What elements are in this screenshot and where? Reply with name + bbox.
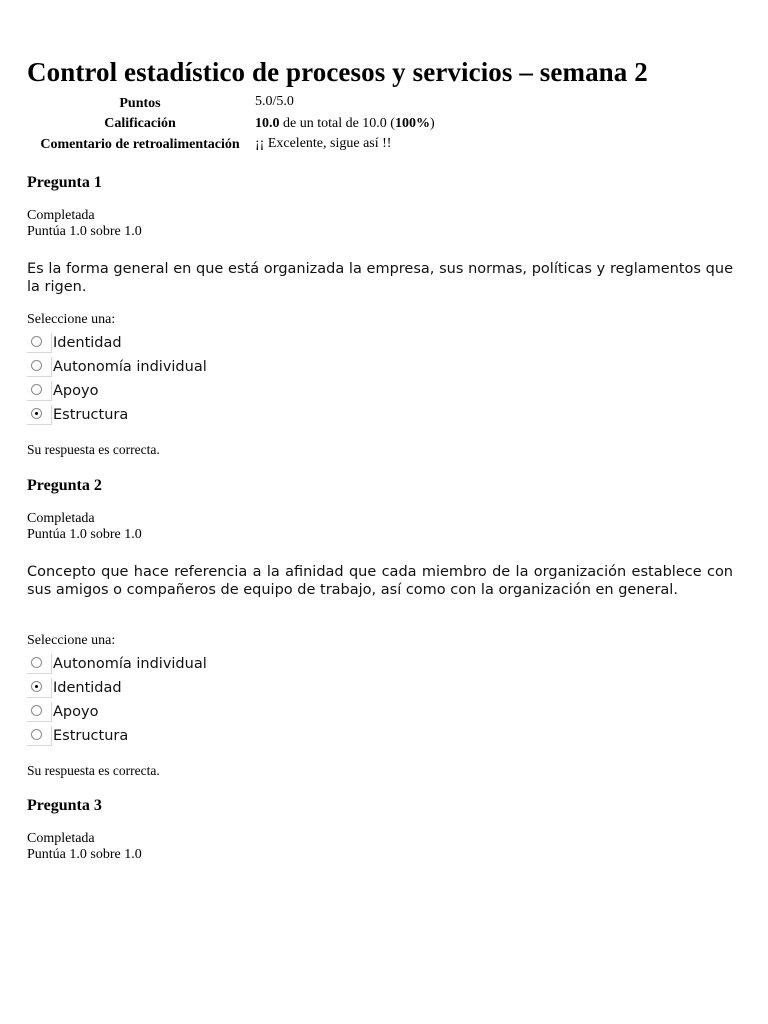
calificacion-label: Calificación bbox=[104, 116, 176, 131]
answer-label[interactable]: Estructura bbox=[53, 407, 129, 423]
page-title: Control estadístico de procesos y servicios – semana 2 bbox=[27, 57, 648, 87]
answer-option[interactable] bbox=[27, 336, 427, 360]
answer-label[interactable]: Identidad bbox=[53, 335, 122, 351]
answer-label[interactable]: Apoyo bbox=[53, 704, 99, 720]
calificacion-mid: de un total de 10.0 ( bbox=[279, 116, 395, 131]
answer-label[interactable]: Estructura bbox=[53, 728, 129, 744]
puntos-value: 5.0/5.0 bbox=[255, 94, 294, 109]
question-grade: Puntúa 1.0 sobre 1.0 bbox=[27, 224, 142, 239]
question-grade: Puntúa 1.0 sobre 1.0 bbox=[27, 847, 142, 862]
calificacion-end: ) bbox=[429, 116, 435, 131]
question-text: Concepto que hace referencia a la afinidad que cada miembro de la organización establece con sus amigos o compañeros de equipo de trabajo, así como con la organización en general. bbox=[27, 564, 733, 598]
question-title: Pregunta 1 bbox=[27, 174, 102, 191]
calificacion-value bbox=[255, 116, 435, 132]
radio-button[interactable] bbox=[27, 333, 52, 353]
answer-option[interactable] bbox=[27, 408, 427, 432]
answer-option[interactable] bbox=[27, 360, 427, 384]
question-state: Completada bbox=[27, 511, 95, 526]
answer-option[interactable] bbox=[27, 681, 427, 705]
radio-button[interactable] bbox=[27, 702, 52, 722]
question-text: Es la forma general en que está organizada la empresa, sus normas, políticas y reglamentos que la rigen. bbox=[27, 261, 733, 295]
answer-label[interactable]: Autonomía individual bbox=[53, 359, 207, 375]
question-state: Completada bbox=[27, 208, 95, 223]
question-state: Completada bbox=[27, 831, 95, 846]
question-title: Pregunta 2 bbox=[27, 477, 102, 494]
answer-option[interactable] bbox=[27, 729, 427, 753]
select-one-prompt: Seleccione una: bbox=[27, 633, 116, 648]
answer-feedback: Su respuesta es correcta. bbox=[27, 763, 160, 778]
radio-button-selected[interactable] bbox=[27, 405, 52, 425]
radio-button[interactable] bbox=[27, 357, 52, 377]
puntos-label: Puntos bbox=[119, 96, 161, 111]
radio-button[interactable] bbox=[27, 654, 52, 674]
comentario-label: Comentario de retroalimentación bbox=[40, 137, 240, 152]
answer-feedback: Su respuesta es correcta. bbox=[27, 442, 160, 457]
comentario-value: ¡¡ Excelente, sigue así !! bbox=[255, 136, 392, 151]
answer-option[interactable] bbox=[27, 705, 427, 729]
answer-option[interactable] bbox=[27, 657, 427, 681]
answer-option[interactable] bbox=[27, 384, 427, 408]
answer-label[interactable]: Autonomía individual bbox=[53, 656, 207, 672]
calificacion-score: 10.0 bbox=[255, 116, 280, 131]
radio-button[interactable] bbox=[27, 726, 52, 746]
radio-button[interactable] bbox=[27, 381, 52, 401]
calificacion-percent: 100% bbox=[394, 116, 430, 131]
question-title: Pregunta 3 bbox=[27, 797, 102, 814]
select-one-prompt: Seleccione una: bbox=[27, 312, 116, 327]
answer-label[interactable]: Apoyo bbox=[53, 383, 99, 399]
question-grade: Puntúa 1.0 sobre 1.0 bbox=[27, 527, 142, 542]
radio-button-selected[interactable] bbox=[27, 678, 52, 698]
answer-label[interactable]: Identidad bbox=[53, 680, 122, 696]
